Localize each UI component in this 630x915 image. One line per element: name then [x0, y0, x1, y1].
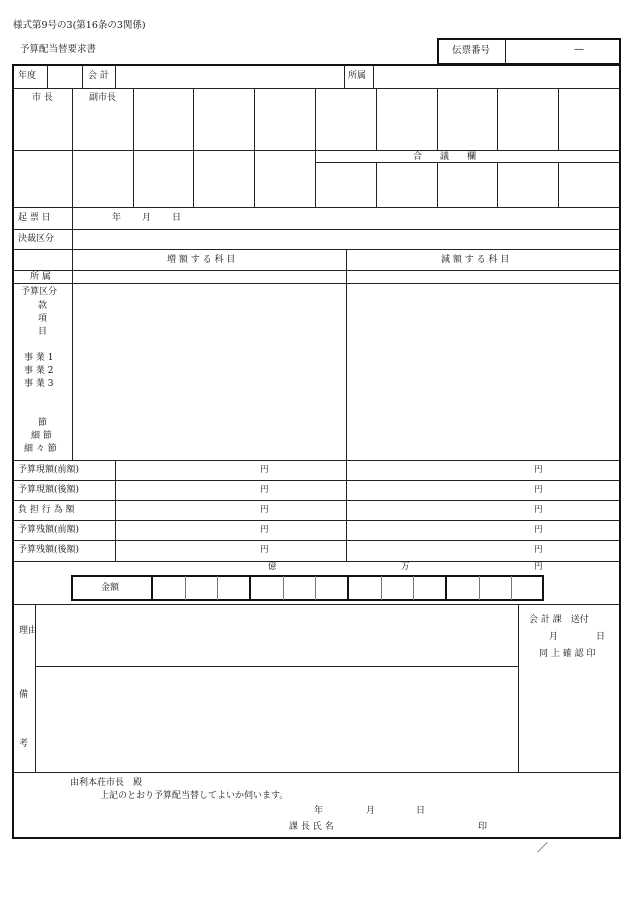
moku-label: 目 [38, 327, 48, 337]
saisetsu-label: 細 節 [31, 431, 52, 441]
project-1-label: 事 業 1 [24, 353, 54, 363]
remarks-label-top: 備 [19, 690, 29, 700]
accounting-sent-label: 会 計 課 送付 [529, 615, 589, 625]
fiscal-year-field[interactable] [49, 67, 80, 86]
decrease-amount-field[interactable] [348, 462, 531, 479]
remarks-label-bottom: 考 [19, 739, 29, 749]
accounting-day: 日 [596, 632, 606, 642]
yen-unit: 円 [534, 465, 543, 475]
department-label: 所属 [348, 71, 367, 81]
drafting-day: 日 [172, 213, 182, 223]
increase-items-field[interactable] [74, 285, 345, 459]
project-3-label: 事 業 3 [24, 379, 54, 389]
decision-category-field[interactable] [74, 231, 619, 248]
drafting-date-label: 起 票 日 [18, 213, 51, 223]
bottom-day: 日 [416, 806, 426, 816]
yen-unit: 円 [534, 505, 543, 515]
unit-man: 万 [401, 562, 410, 572]
amount-row-2-label: 予算現額(後額) [18, 485, 80, 495]
reason-field[interactable] [37, 606, 517, 665]
form-title: 予算配当替要求書 [20, 44, 97, 55]
slip-number-value[interactable]: — [574, 44, 584, 55]
slash-mark: ／ [537, 841, 548, 854]
decrease-items-field[interactable] [348, 285, 619, 459]
yen-unit: 円 [260, 525, 269, 535]
drafting-date-field[interactable] [74, 209, 194, 228]
affiliation-label: 所 属 [30, 272, 51, 282]
amount-row-4-label: 予算残額(前額) [18, 525, 80, 535]
form-reference: 様式第9号の3(第16条の3関係) [13, 20, 146, 31]
decrease-affiliation-field[interactable] [348, 271, 619, 282]
yen-unit: 円 [534, 525, 543, 535]
addressee: 由利本荘市長 殿 [70, 778, 143, 788]
request-text: 上記のとおり予算配当替してよいか伺います。 [100, 791, 289, 801]
amount-label: 金額 [101, 583, 120, 593]
increase-header: 増 額 す る 科 目 [167, 255, 236, 265]
budget-category-label: 予算区分 [21, 287, 58, 297]
bottom-year: 年 [314, 806, 324, 816]
yen-unit: 円 [534, 485, 543, 495]
yen-unit: 円 [534, 545, 543, 555]
yen-unit: 円 [260, 465, 269, 475]
kan-label: 款 [38, 301, 48, 311]
yen-unit: 円 [260, 505, 269, 515]
consultation-label: 合 議 欄 [413, 152, 477, 162]
drafting-year: 年 [112, 213, 122, 223]
kou-label: 項 [38, 314, 48, 324]
yen-unit: 円 [260, 485, 269, 495]
department-field[interactable] [375, 67, 619, 86]
increase-amount-field[interactable] [117, 462, 255, 479]
unit-en: 円 [534, 562, 543, 572]
section-chief-label: 課 長 氏 名 [289, 822, 334, 832]
account-field[interactable] [117, 67, 342, 86]
amount-row-1-label: 予算現額(前額) [18, 465, 80, 475]
amount-row-3-label: 負 担 行 為 額 [18, 505, 75, 515]
account-label: 会 計 [88, 71, 109, 81]
decision-category-label: 決裁区分 [18, 234, 55, 244]
increase-affiliation-field[interactable] [74, 271, 345, 282]
amount-row-5-label: 予算残額(後額) [18, 545, 80, 555]
yen-unit: 円 [260, 545, 269, 555]
reason-label-1: 理由 [19, 626, 38, 636]
unit-oku: 億 [268, 562, 277, 572]
accounting-month: 月 [549, 632, 559, 642]
bottom-month: 月 [366, 806, 376, 816]
slip-number-label: 伝票番号 [452, 45, 491, 56]
vice-mayor-label: 副市長 [89, 93, 117, 103]
setsu-label: 節 [38, 418, 48, 428]
decrease-header: 減 額 す る 科 目 [441, 255, 510, 265]
remarks-field[interactable] [37, 668, 517, 771]
section-chief-name-field[interactable] [350, 819, 470, 835]
mayor-label: 市 長 [32, 93, 53, 103]
drafting-month: 月 [142, 213, 152, 223]
saisaisetsu-label: 細 々 節 [24, 444, 57, 454]
seal-mark: 印 [478, 822, 488, 832]
fiscal-year-label: 年度 [18, 71, 37, 81]
project-2-label: 事 業 2 [24, 366, 54, 376]
accounting-confirm-label: 同 上 確 認 印 [539, 649, 596, 659]
amount-digit-cells[interactable] [153, 577, 543, 599]
